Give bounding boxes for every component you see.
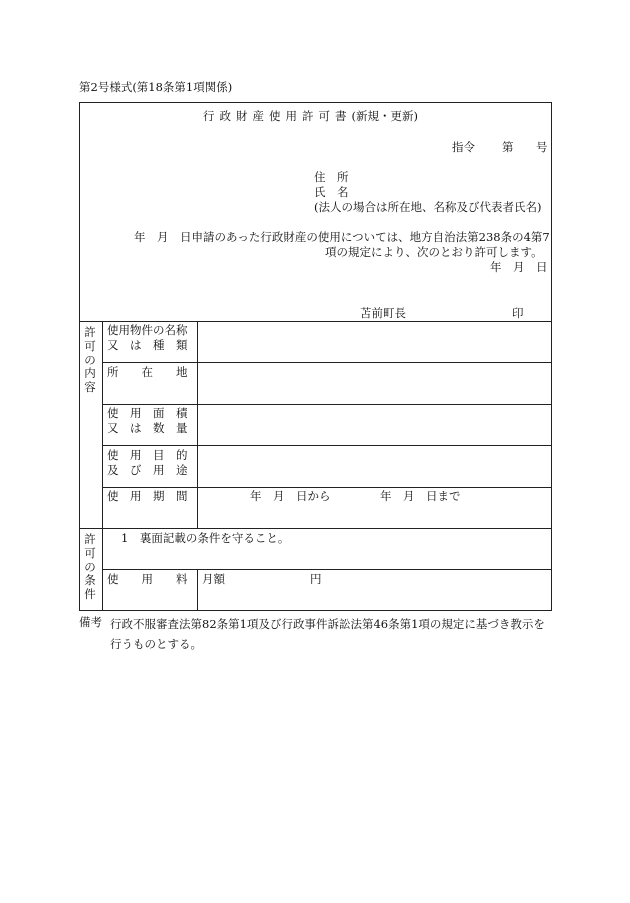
applicant-address: 住 所 [314, 170, 349, 184]
body-text-line2: 項の規定により、次のとおり許可します。 [325, 245, 543, 259]
label-area: 使 用 面 積 [107, 406, 188, 420]
form-number: 第2号様式(第18条第1項関係) [79, 80, 233, 94]
note-label: 備考 [79, 615, 102, 629]
title-main: 行政財産使用許可書 [203, 109, 352, 123]
label-item-type: 又 は 種 類 [107, 338, 188, 352]
applicant-name: 氏 名 [314, 185, 349, 199]
table-top-line [79, 321, 552, 322]
form-title [203, 111, 418, 123]
section-divider-line [102, 321, 103, 611]
section-label-content: 許 可 の 内 容 [84, 325, 96, 395]
condition-row-line [102, 569, 552, 570]
note-text: 行政不服審査法第82条第1項及び行政事件訴訟法第46条第1項の規定に基づき教示を行うものとする。 [110, 617, 545, 652]
body-text-line1: 年 月 日申請のあった行政財産の使用については、地方自治法第238条の4第7 [134, 230, 550, 244]
title-suffix: (新規・更新) [351, 109, 418, 123]
period-to: 年 月 日まで [380, 489, 461, 503]
label-quantity: 又 は 数 量 [107, 421, 188, 435]
section-split-line [79, 528, 552, 529]
fee-yen: 円 [310, 572, 322, 586]
label-fee: 使 用 料 [107, 572, 188, 586]
label-divider-upper [197, 321, 198, 528]
ref-go: 号 [536, 140, 548, 154]
label-period: 使 用 期 間 [107, 489, 188, 503]
issue-date: 年 月 日 [490, 260, 548, 274]
section-label-conditions: 許 可 の 条 件 [84, 532, 96, 602]
period-from: 年 月 日から [250, 489, 331, 503]
row-line-4 [102, 487, 552, 488]
row-line-3 [102, 445, 552, 446]
label-use: 及 び 用 途 [107, 463, 188, 477]
label-purpose: 使 用 目 的 [107, 448, 188, 462]
label-location: 所 在 地 [107, 365, 188, 379]
label-divider-lower [197, 569, 198, 611]
condition-item-1: 1 裏面記載の条件を守ること。 [121, 531, 290, 545]
ref-prefix: 指令 [452, 140, 475, 154]
label-item-name: 使用物件の名称 [107, 323, 188, 337]
row-line-2 [102, 404, 552, 405]
applicant-corp-note: (法人の場合は所在地、名称及び代表者氏名) [314, 200, 542, 214]
ref-dai: 第 [502, 140, 514, 154]
row-line-1 [102, 362, 552, 363]
seal-mark: 印 [512, 306, 524, 320]
fee-monthly: 月額 [202, 572, 225, 586]
mayor-title: 苫前町長 [360, 306, 406, 320]
